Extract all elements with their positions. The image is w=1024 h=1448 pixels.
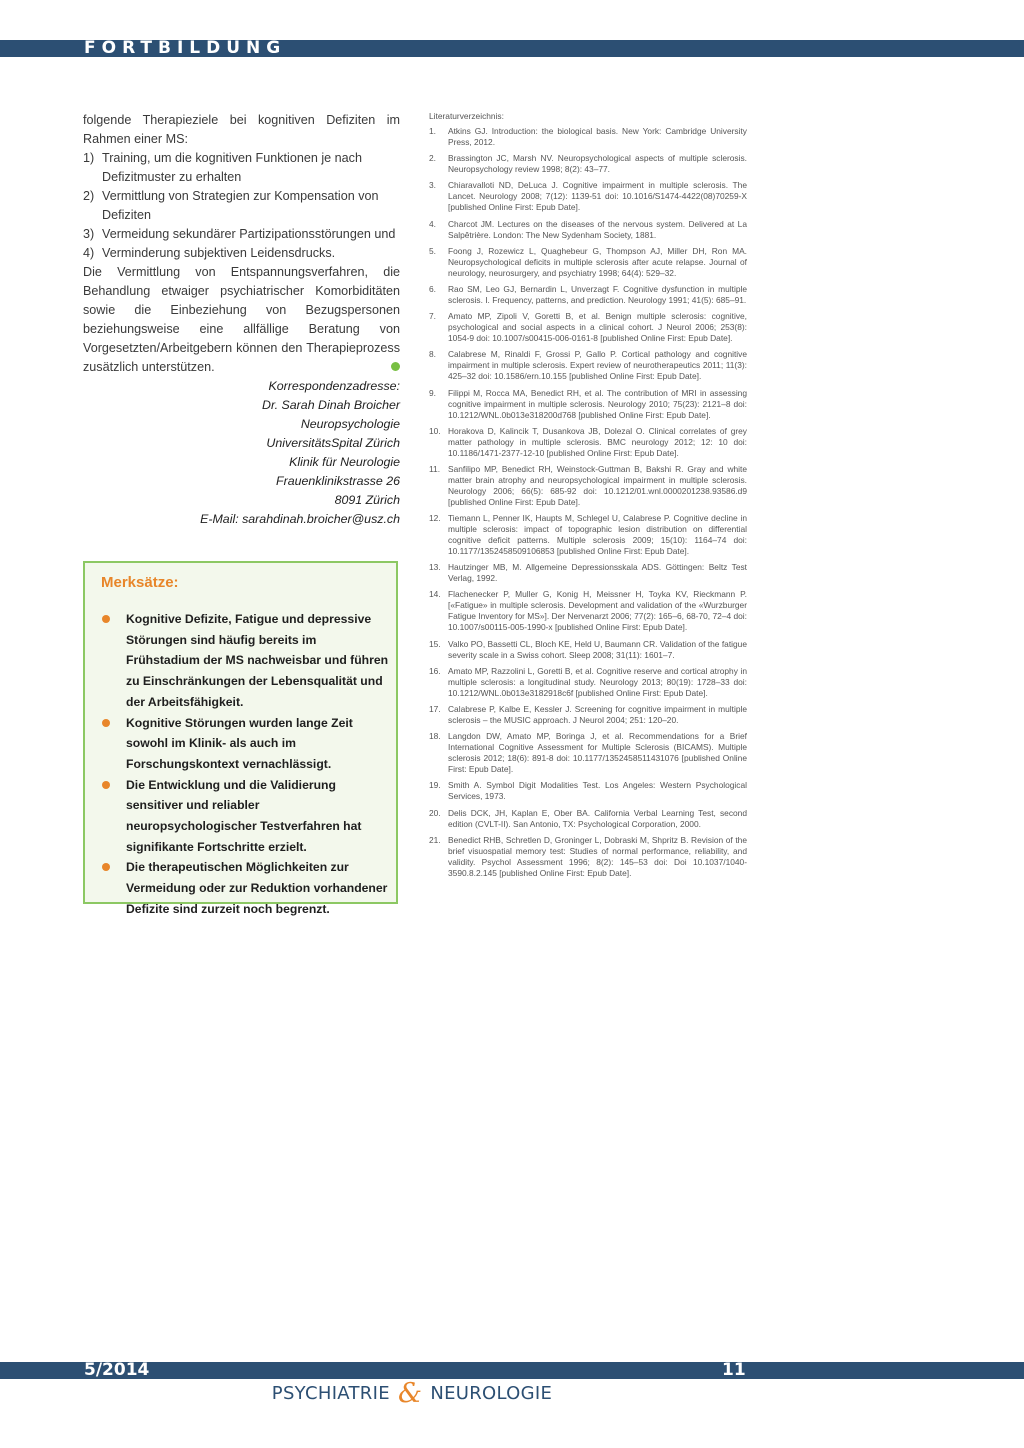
reference-number: 9. [429, 387, 436, 398]
reference-number: 18. [429, 731, 441, 742]
key-point-text: Die therapeutischen Möglichkeiten zur Vermeidung oder zur Reduktion vorhandener Defizite sind zurzeit noch begrenzt. [126, 860, 388, 916]
reference-number: 8. [429, 349, 436, 360]
bullet-icon [102, 719, 110, 727]
reference-text: Rao SM, Leo GJ, Bernardin L, Unverzagt F. Cognitive dysfunction in multiple sclerosis. I. Frequency, patterns, and prediction. Neurology 1991; 41(5): 685–91. [448, 283, 747, 305]
reference-item [429, 153, 747, 175]
address-line: Klinik für Neurologie [289, 455, 400, 469]
list-item [83, 149, 400, 187]
reference-number: 13. [429, 562, 441, 573]
journal-logo [256, 1379, 568, 1409]
reference-text: Chiaravalloti ND, DeLuca J. Cognitive impairment in multiple sclerosis. The Lancet. Neurology 2008; 7(12): 1139-51 doi: 10.1016/S1474-4422(08)70259-X [published Online First: Epub Date]. [448, 180, 747, 213]
bullet-icon [102, 781, 110, 789]
reference-item [429, 426, 747, 459]
key-points-list [99, 609, 389, 920]
key-point-text: Kognitive Störungen wurden lange Zeit sowohl im Klinik- als auch im Forschungskontext vernachlässigt. [126, 715, 353, 771]
reference-number: 3. [429, 180, 436, 191]
goal-number: 4) [83, 246, 95, 260]
reference-item [429, 284, 747, 306]
reference-text: Flachenecker P, Muller G, Konig H, Meissner H, Toyka KV, Rieckmann P. [«Fatigue» in multiple sclerosis. Development and validation of the «Wurzburger Fatigue Inventory for MS»]. Der Nervenarzt 2006; 77(2): 165–6, 68-70, 72–4 doi: 10.1007/s00115-005-1990-x [published Online First: Epub Date]. [448, 589, 747, 633]
intro-text: folgende Therapieziele bei kognitiven Defiziten im Rahmen einer MS: [83, 113, 400, 146]
correspondence-address [83, 377, 400, 529]
reference-text: Foong J, Rozewicz L, Quaghebeur G, Thompson AJ, Miller DH, Ron MA. Neuropsychological deficits in multiple sclerosis after acute relapse. Journal of neurology, neurosurgery, and psychiatry 1998; 64(4): 529–32. [448, 245, 747, 278]
reference-text: Sanfilipo MP, Benedict RH, Weinstock-Guttman B, Bakshi R. Gray and white matter brain atrophy and neuropsychological impairment in multiple sclerosis. Neurology 2006; 66(5): 685-92 doi: 10.1212/01.wnl.0000201238.93586.d9 [published Online First: Epub Date]. [448, 463, 747, 507]
reference-text: Calabrese M, Rinaldi F, Grossi P, Gallo P. Cortical pathology and cognitive impairment in multiple sclerosis. Expert review of neurotherapeutics 2011; 11(3): 425–32 doi: 10.1586/ern.10.155 [published Online First: Epub Date]. [448, 349, 747, 382]
goal-text: Verminderung subjektiven Leidensdrucks. [102, 246, 336, 260]
reference-text: Benedict RHB, Schretlen D, Groninger L, Dobraski M, Shpritz B. Revision of the brief visuospatial memory test: Studies of normal performance, reliability, and validity. Psychol Assessment 1996; 8(2): 145–53 doi: Doi 10.1037/1040-3590.8.2.145 [published Online First: Epub Date]. [448, 834, 747, 878]
reference-item [429, 835, 747, 879]
reference-text: Amato MP, Zipoli V, Goretti B, et al. Benign multiple sclerosis: cognitive, psychological and social aspects in a clinical cohort. J Neurol 2006; 253(8): 1054-9 doi: 10.1007/s00415-006-0161-8 [published Online First: Epub Date]. [448, 311, 747, 344]
end-of-article-dot-icon [391, 362, 400, 371]
reference-item [429, 513, 747, 557]
list-item [83, 187, 400, 225]
key-points-title: Merksätze: [101, 574, 179, 591]
list-item [99, 609, 389, 713]
paragraph-content: Die Vermittlung von Entspannungsverfahren, die Behandlung etwaiger psychiatrischer Komorbiditäten sowie die Einbeziehung von Bezugspersonen beziehungsweise eine allfällige Beratung von Vorgesetzten/Arbeitgebern können den Therapieprozess zusätzlich unterstützen. [83, 265, 400, 374]
reference-number: 17. [429, 704, 441, 714]
address-line: E-Mail: sarahdinah.broicher@usz.ch [200, 512, 400, 526]
reference-number: 12. [429, 513, 441, 524]
brand-left: PSYCHIATRIE [271, 1383, 390, 1404]
brand-ampersand: & [397, 1378, 423, 1409]
goal-text: Vermeidung sekundärer Partizipationsstörungen und [102, 227, 396, 241]
paragraph-text [83, 263, 400, 377]
reference-item [429, 589, 747, 633]
reference-text: Delis DCK, JH, Kaplan E, Ober BA. California Verbal Learning Test, second edition (CVLT-II). San Antonio, TX: Psychological Corporation, 2000. [448, 807, 747, 829]
goal-number: 2) [83, 189, 95, 203]
address-line: Korrespondenzadresse: [268, 379, 400, 393]
reference-number: 20. [429, 807, 441, 818]
reference-item [429, 464, 747, 508]
brand-right: NEUROLOGIE [430, 1383, 553, 1404]
reference-number: 5. [429, 245, 436, 256]
goal-text: Vermittlung von Strategien zur Kompensation von Defiziten [102, 189, 379, 222]
main-text-column [83, 111, 400, 529]
page-number: 11 [722, 1360, 746, 1380]
reference-item [429, 126, 747, 148]
reference-text: Amato MP, Razzolini L, Goretti B, et al. Cognitive reserve and cortical atrophy in multiple sclerosis: a longitudinal study. Neurology 2013; 80(19): 1728–33 doi: 10.1212/WNL.0b013e3182918c6f [published Online First: Epub Date]. [448, 665, 747, 698]
list-item [83, 225, 400, 244]
address-line: Frauenklinikstrasse 26 [276, 474, 400, 488]
address-line: UniversitätsSpital Zürich [266, 436, 400, 450]
references-heading: Literaturverzeichnis: [429, 111, 504, 121]
reference-item [429, 639, 747, 661]
reference-number: 16. [429, 665, 441, 676]
reference-number: 6. [429, 283, 436, 294]
key-points-box [83, 561, 398, 916]
reference-number: 19. [429, 780, 441, 791]
list-item [99, 713, 389, 775]
reference-text: Tiemann L, Penner IK, Haupts M, Schlegel U, Calabrese P. Cognitive decline in multiple sclerosis: impact of topographic lesion distribution on differential cognitive deficit patterns. Multiple sclerosis 2009; 15(10): 1164–74 doi: 10.1177/1352458509106853 [published Online First: Epub Date]. [448, 513, 747, 557]
key-point-text: Die Entwicklung und die Validierung sensitiver und reliabler neuropsychologischer Testverfahren hat signifikante Fortschritte erzielt. [126, 777, 362, 854]
reference-text: Filippi M, Rocca MA, Benedict RH, et al. The contribution of MRI in assessing cognitive impairment in multiple sclerosis. Neurology 2010; 75(23): 2121–8 doi: 10.1212/WNL.0b013e318200d768 [published Online First: Epub Date]. [448, 387, 747, 420]
references-column [429, 111, 747, 884]
reference-number: 2. [429, 153, 436, 164]
reference-number: 11. [429, 463, 441, 474]
list-item [83, 244, 400, 263]
reference-item [429, 388, 747, 421]
therapy-goals-list [83, 149, 400, 263]
reference-text: Brassington JC, Marsh NV. Neuropsychological aspects of multiple sclerosis. Neuropsychology review 1998; 8(2): 43–77. [448, 153, 747, 175]
section-title: FORTBILDUNG [84, 38, 287, 58]
reference-text: Langdon DW, Amato MP, Boringa J, et al. Recommendations for a Brief International Cognitive Assessment for Multiple Sclerosis (BICAMS). Multiple sclerosis 2012; 18(6): 891-8 doi: 10.1177/1352458511431076 [published Online First: Epub Date]. [448, 731, 747, 775]
goal-text: Training, um die kognitiven Funktionen je nach Defizitmuster zu erhalten [102, 151, 362, 184]
reference-number: 15. [429, 638, 441, 649]
reference-item [429, 666, 747, 699]
reference-item [429, 562, 747, 584]
reference-item [429, 780, 747, 802]
reference-number: 1. [429, 126, 436, 136]
address-line: Neuropsychologie [300, 417, 400, 431]
goal-number: 1) [83, 151, 95, 165]
reference-text: Charcot JM. Lectures on the diseases of the nervous system. Delivered at La Salpêtrière. London: The New Sydenham Society, 1881. [448, 218, 747, 240]
reference-item [429, 219, 747, 241]
reference-text: Atkins GJ. Introduction: the biological basis. New York: Cambridge University Press, 2012. [448, 126, 747, 147]
reference-item [429, 808, 747, 830]
reference-number: 14. [429, 589, 441, 600]
bullet-icon [102, 863, 110, 871]
goal-number: 3) [83, 227, 95, 241]
reference-number: 4. [429, 218, 436, 229]
reference-number: 7. [429, 311, 436, 322]
key-point-text: Kognitive Defizite, Fatigue und depressive Störungen sind häufig bereits im Frühstadium der MS nachweisbar und führen zu Einschränkungen der Lebensqualität und der Arbeitsfähigkeit. [126, 612, 389, 709]
reference-item [429, 311, 747, 344]
reference-item [429, 180, 747, 213]
address-line: 8091 Zürich [334, 493, 400, 507]
reference-text: Calabrese P, Kalbe E, Kessler J. Screening for cognitive impairment in multiple sclerosis – the MUSIC approach. J Neurol 2004; 251: 120–20. [448, 704, 747, 725]
reference-number: 21. [429, 834, 441, 845]
references-list [429, 126, 747, 879]
bullet-icon [102, 615, 110, 623]
reference-text: Valko PO, Bassetti CL, Bloch KE, Held U, Baumann CR. Validation of the fatigue severity scale in a Swiss cohort. Sleep 2008; 31(11): 1601–7. [448, 638, 747, 660]
address-line: Dr. Sarah Dinah Broicher [262, 398, 400, 412]
reference-text: Hautzinger MB, M. Allgemeine Depressionsskala ADS. Göttingen: Beltz Test Verlag, 1992. [448, 562, 747, 584]
issue-number: 5/2014 [84, 1360, 150, 1380]
footer-bar [0, 1362, 1024, 1379]
reference-item [429, 246, 747, 279]
reference-text: Smith A. Symbol Digit Modalities Test. Los Angeles: Western Psychological Services, 1973. [448, 780, 747, 802]
reference-text: Horakova D, Kalincik T, Dusankova JB, Dolezal O. Clinical correlates of grey matter pathology in multiple sclerosis. BMC neurology 2012; 12: 10 doi: 10.1186/1471-2377-12-10 [published Online First: Epub Date]. [448, 425, 747, 458]
reference-number: 10. [429, 425, 441, 436]
list-item [99, 857, 389, 919]
list-item [99, 775, 389, 858]
reference-item [429, 349, 747, 382]
reference-item [429, 731, 747, 775]
reference-item [429, 704, 747, 726]
